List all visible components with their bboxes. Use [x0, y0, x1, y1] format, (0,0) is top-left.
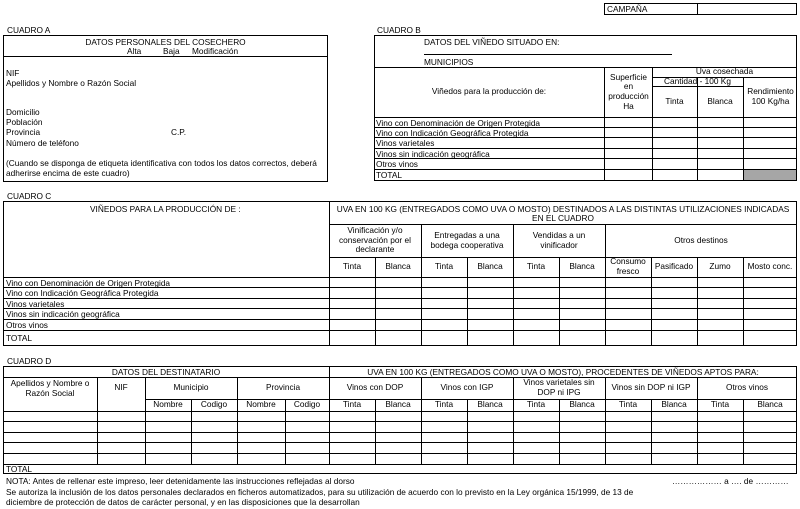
c-tinta-header: Tinta	[434, 261, 454, 272]
d-apellidos-header: Apellidos y Nombre o Razón Social	[10, 378, 90, 398]
c-blanca-header: Blanca	[569, 261, 595, 272]
d-tinta-header: Tinta	[526, 399, 546, 410]
d-blanca-header: Blanca	[757, 399, 783, 410]
d-tinta-header: Tinta	[434, 399, 454, 410]
d-destinatario-header: DATOS DEL DESTINATARIO	[111, 367, 221, 377]
domicilio-label: Domicilio	[6, 107, 40, 117]
c-zumo-header: Zumo	[709, 261, 731, 272]
d-group-otros: Otros vinos	[726, 382, 768, 393]
c-group-cooperativa: Entregadas a una bodega cooperativa	[430, 229, 504, 250]
c-vinedos-label: VIÑEDOS PARA LA PRODUCCIÓN DE :	[90, 204, 241, 214]
c-group-vinificador: Vendidas a un vinificador	[532, 229, 586, 250]
d-tinta-header: Tinta	[342, 399, 362, 410]
d-tinta-header: Tinta	[710, 399, 730, 410]
d-blanca-header: Blanca	[477, 399, 503, 410]
etiqueta-note-1: (Cuando se disponga de etiqueta identificativa con todos los datos correctos, deberá	[6, 158, 317, 168]
d-group-varietales: Vinos varietales sin DOP ni IPG	[523, 377, 595, 397]
provincia-label: Provincia	[6, 127, 41, 137]
d-nombre-header: Nombre	[246, 399, 276, 410]
b-row-label: Vinos varietales	[376, 138, 435, 148]
legal-text-1: Se autoriza la inclusión de los datos personales declarados en ficheros automatizados, para su utilización de acuerdo con lo previsto en la Ley orgánica 15/1999, de 13 de	[6, 487, 634, 497]
c-row-label: Vinos sin indicación geográfica	[6, 309, 120, 319]
c-group-otros: Otros destinos	[674, 234, 728, 245]
baja-label[interactable]: Baja	[163, 46, 180, 56]
b-blanca-header: Blanca	[707, 95, 733, 106]
d-nombre-header: Nombre	[153, 399, 183, 410]
d-municipio-header: Municipio	[173, 382, 209, 393]
c-row-label: Vino con Denominación de Origen Protegida	[6, 278, 171, 288]
d-group-igp: Vinos con IGP	[440, 382, 494, 393]
superficie-header: Superficie en producción Ha	[608, 71, 649, 111]
modificacion-label[interactable]: Modificación	[192, 46, 239, 56]
c-pasificado-header: Pasificado	[654, 261, 694, 272]
b-row-label: Vinos sin indicación geográfica	[376, 149, 490, 159]
d-total-label: TOTAL	[6, 464, 32, 474]
b-row-label: Vino con Indicación Geográfica Protegida	[376, 128, 529, 138]
rendimiento-total-shaded	[744, 170, 796, 180]
d-tinta-header: Tinta	[618, 399, 638, 410]
c-tinta-header: Tinta	[342, 261, 362, 272]
c-uva-header-1: UVA EN 100 KG (ENTREGADOS COMO UVA O MOSTO) DESTINADOS A LAS DISTINTAS UTILIZACIONES INDICADAS	[336, 204, 790, 214]
municipios-label: MUNICIPIOS	[424, 57, 474, 67]
c-consumo-fresco-header: Consumo fresco	[610, 256, 646, 276]
d-codigo-header: Codigo	[200, 399, 228, 410]
apellidos-label: Apellidos y Nombre o Razón Social	[6, 78, 137, 88]
nif-label: NIF	[6, 68, 20, 78]
c-blanca-header: Blanca	[477, 261, 503, 272]
vinedos-produccion-label: Viñedos para la producción de:	[431, 86, 547, 97]
d-group-sin-dop: Vinos sin DOP ni IGP	[611, 382, 691, 393]
c-group-vinificacion: Vinificación y/o conservación por el declarante	[339, 225, 411, 255]
cuadro-a-title: CUADRO A	[7, 25, 51, 35]
c-blanca-header: Blanca	[385, 261, 411, 272]
c-row-label: TOTAL	[6, 333, 32, 343]
b-row-label: TOTAL	[376, 170, 402, 180]
cp-label: C.P.	[171, 127, 187, 137]
c-uva-header-2: EN EL CUADRO	[532, 213, 594, 223]
c-row-label: Vino con Indicación Geográfica Protegida	[6, 288, 159, 298]
cuadro-c-title: CUADRO C	[7, 191, 52, 201]
cantidad-header: Cantidad - 100 Kg	[664, 75, 731, 86]
cuadro-b-title: CUADRO B	[377, 25, 421, 35]
cuadro-b-header: DATOS DEL VIÑEDO SITUADO EN:	[424, 37, 560, 47]
campana-input[interactable]	[698, 4, 796, 14]
d-uva-header: UVA EN 100 KG (ENTREGADOS COMO UVA O MOSTO), PROCEDENTES DE VIÑEDOS APTOS PARA:	[367, 367, 759, 377]
c-mosto-header: Mosto conc.	[747, 261, 793, 272]
campana-label: CAMPAÑA	[607, 4, 648, 14]
d-provincia-header: Provincia	[265, 382, 301, 393]
b-row-label: Vino con Denominación de Origen Protegida	[376, 118, 541, 128]
b-tinta-header: Tinta	[665, 95, 684, 106]
nota-text: NOTA: Antes de rellenar este impreso, leer detenidamente las instrucciones reflejadas al dorso	[6, 476, 355, 486]
cuadro-d-title: CUADRO D	[7, 356, 52, 366]
cuadro-a-header: DATOS PERSONALES DEL COSECHERO	[85, 37, 246, 47]
etiqueta-note-2: adherirse encima de este cuadro)	[6, 168, 130, 178]
d-blanca-header: Blanca	[385, 399, 411, 410]
alta-label[interactable]: Alta	[127, 46, 142, 56]
legal-text-2: diciembre de protección de datos de carácter personal, y en las disposiciones que la desarrollan	[6, 497, 360, 507]
d-group-dop: Vinos con DOP	[346, 382, 404, 393]
d-codigo-header: Codigo	[293, 399, 321, 410]
fecha-line[interactable]: ……………… a …. de …………	[672, 476, 789, 486]
poblacion-label: Población	[6, 117, 43, 127]
c-row-label: Otros vinos	[6, 320, 48, 330]
d-blanca-header: Blanca	[569, 399, 595, 410]
telefono-label: Número de teléfono	[6, 138, 79, 148]
c-tinta-header: Tinta	[526, 261, 546, 272]
d-nif-header: NIF	[114, 382, 128, 393]
uva-cosechada-header: Uva cosechada	[695, 66, 754, 77]
b-row-label: Otros vinos	[376, 159, 418, 169]
rendimiento-header: Rendimiento 100 Kg/ha	[747, 86, 794, 106]
d-blanca-header: Blanca	[661, 399, 687, 410]
c-row-label: Vinos varietales	[6, 299, 65, 309]
